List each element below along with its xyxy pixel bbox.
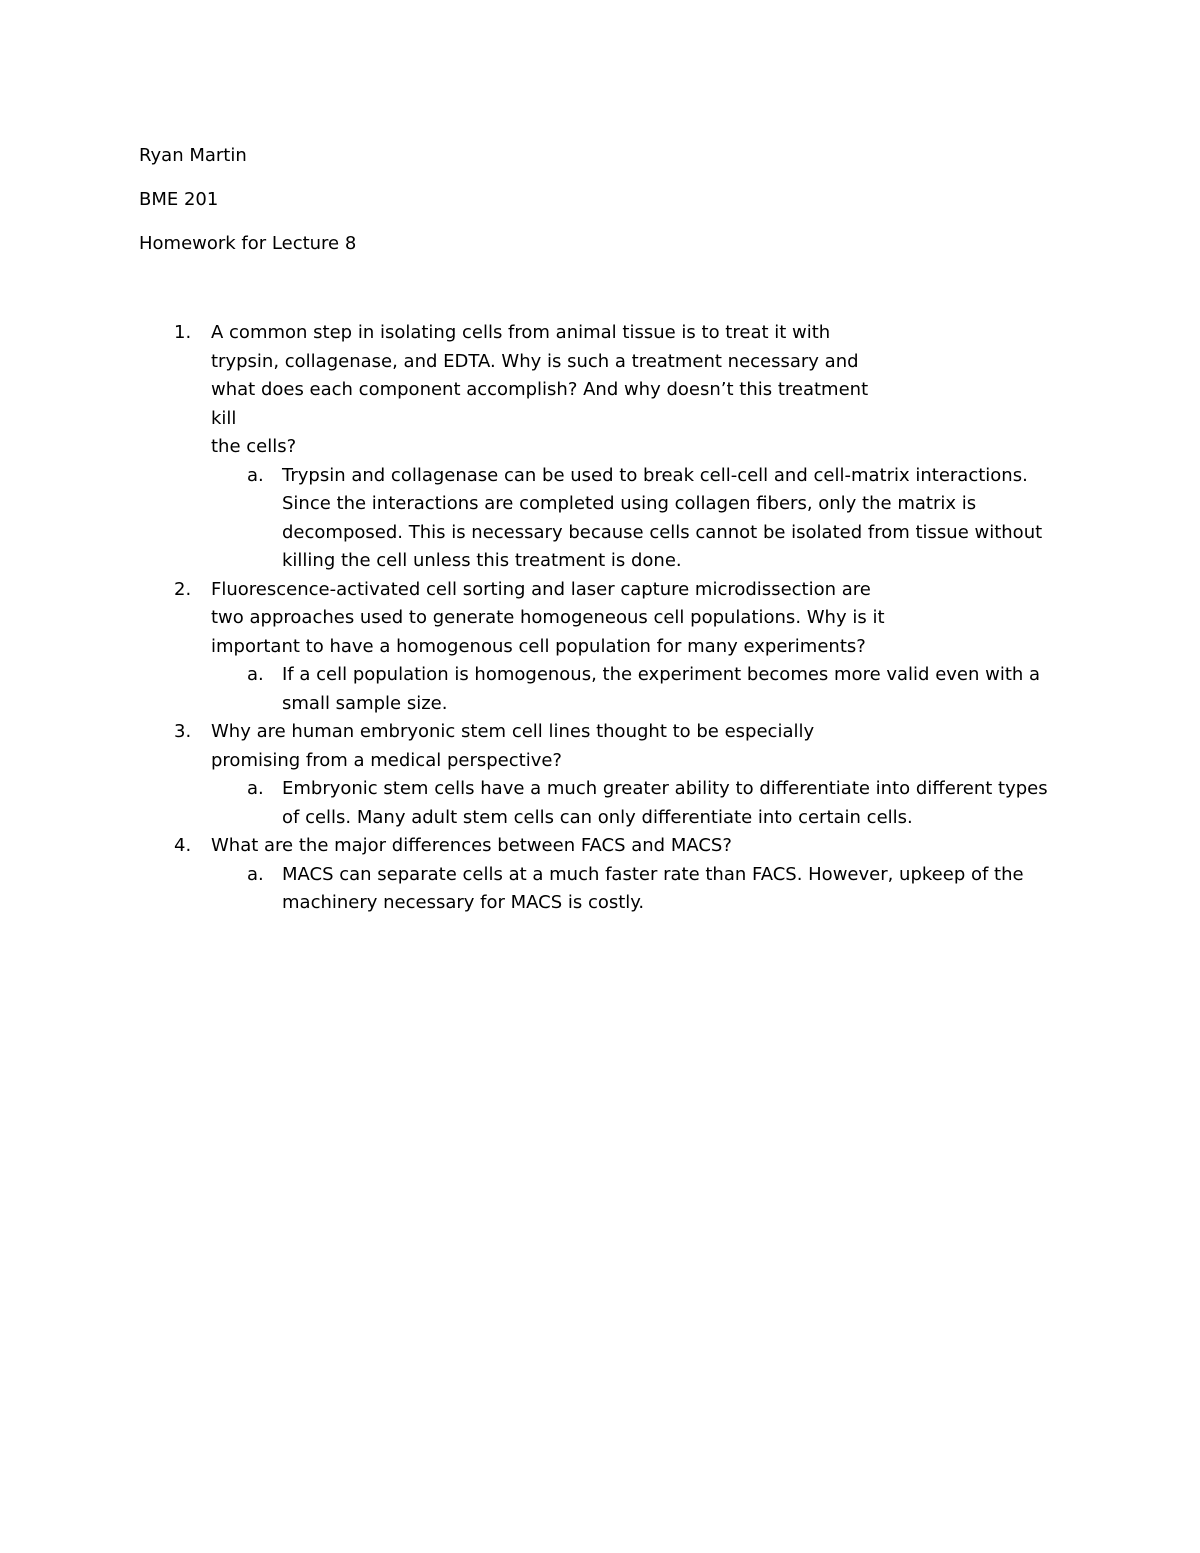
answer-text: MACS can separate cells at a much faster rate than FACS. However, upkeep of the machinery necessary for MACS is costly.	[282, 863, 1024, 913]
question-text: A common step in isolating cells from animal tissue is to treat it with trypsin, collagenase, and EDTA. Why is such a treatment necessary and what does each component accomplish? And why doesn’t this treatment kill the cells?	[211, 322, 869, 457]
question-number: 3.	[174, 721, 192, 742]
answer-3	[0, 775, 1062, 832]
question-3	[0, 718, 891, 775]
course-code: BME 201	[139, 189, 219, 210]
answer-2	[0, 661, 1062, 718]
question-number: 4.	[174, 835, 192, 856]
answer-text: Embryonic stem cells have a much greater ability to differentiate into different types of cells. Many adult stem cells can only differentiate into certain cells.	[282, 778, 1048, 828]
question-number: 2.	[174, 578, 192, 600]
answer-letter: a.	[247, 778, 264, 799]
answer-text: If a cell population is homogenous, the experiment becomes more valid even with a small sample size.	[282, 664, 1041, 714]
answer-1	[0, 462, 1062, 576]
answer-letter: a.	[247, 863, 264, 885]
question-text: Fluorescence-activated cell sorting and laser capture microdissection are two approaches used to generate homogeneous cell populations. Why is it important to have a homogenous cell population for many experiments?	[211, 578, 885, 657]
question-text: Why are human embryonic stem cell lines thought to be especially promising from a medical perspective?	[211, 721, 815, 771]
student-name: Ryan Martin	[139, 145, 247, 166]
answer-4	[0, 861, 1062, 918]
answer-text: Trypsin and collagenase can be used to break cell-cell and cell-matrix interactions. Since the interactions are completed using collagen fibers, only the matrix is decomposed. This is necessary because cells cannot be isolated from tissue without killing the cell unless this treatment is done.	[282, 464, 1043, 571]
answer-letter: a.	[247, 664, 264, 685]
assignment-title: Homework for Lecture 8	[139, 233, 357, 254]
question-1	[0, 319, 891, 462]
question-number: 1.	[174, 322, 192, 343]
answer-letter: a.	[247, 464, 264, 486]
question-text: What are the major differences between FACS and MACS?	[211, 835, 732, 856]
question-2	[0, 576, 891, 662]
question-4	[0, 832, 891, 861]
question-list	[0, 319, 1200, 918]
